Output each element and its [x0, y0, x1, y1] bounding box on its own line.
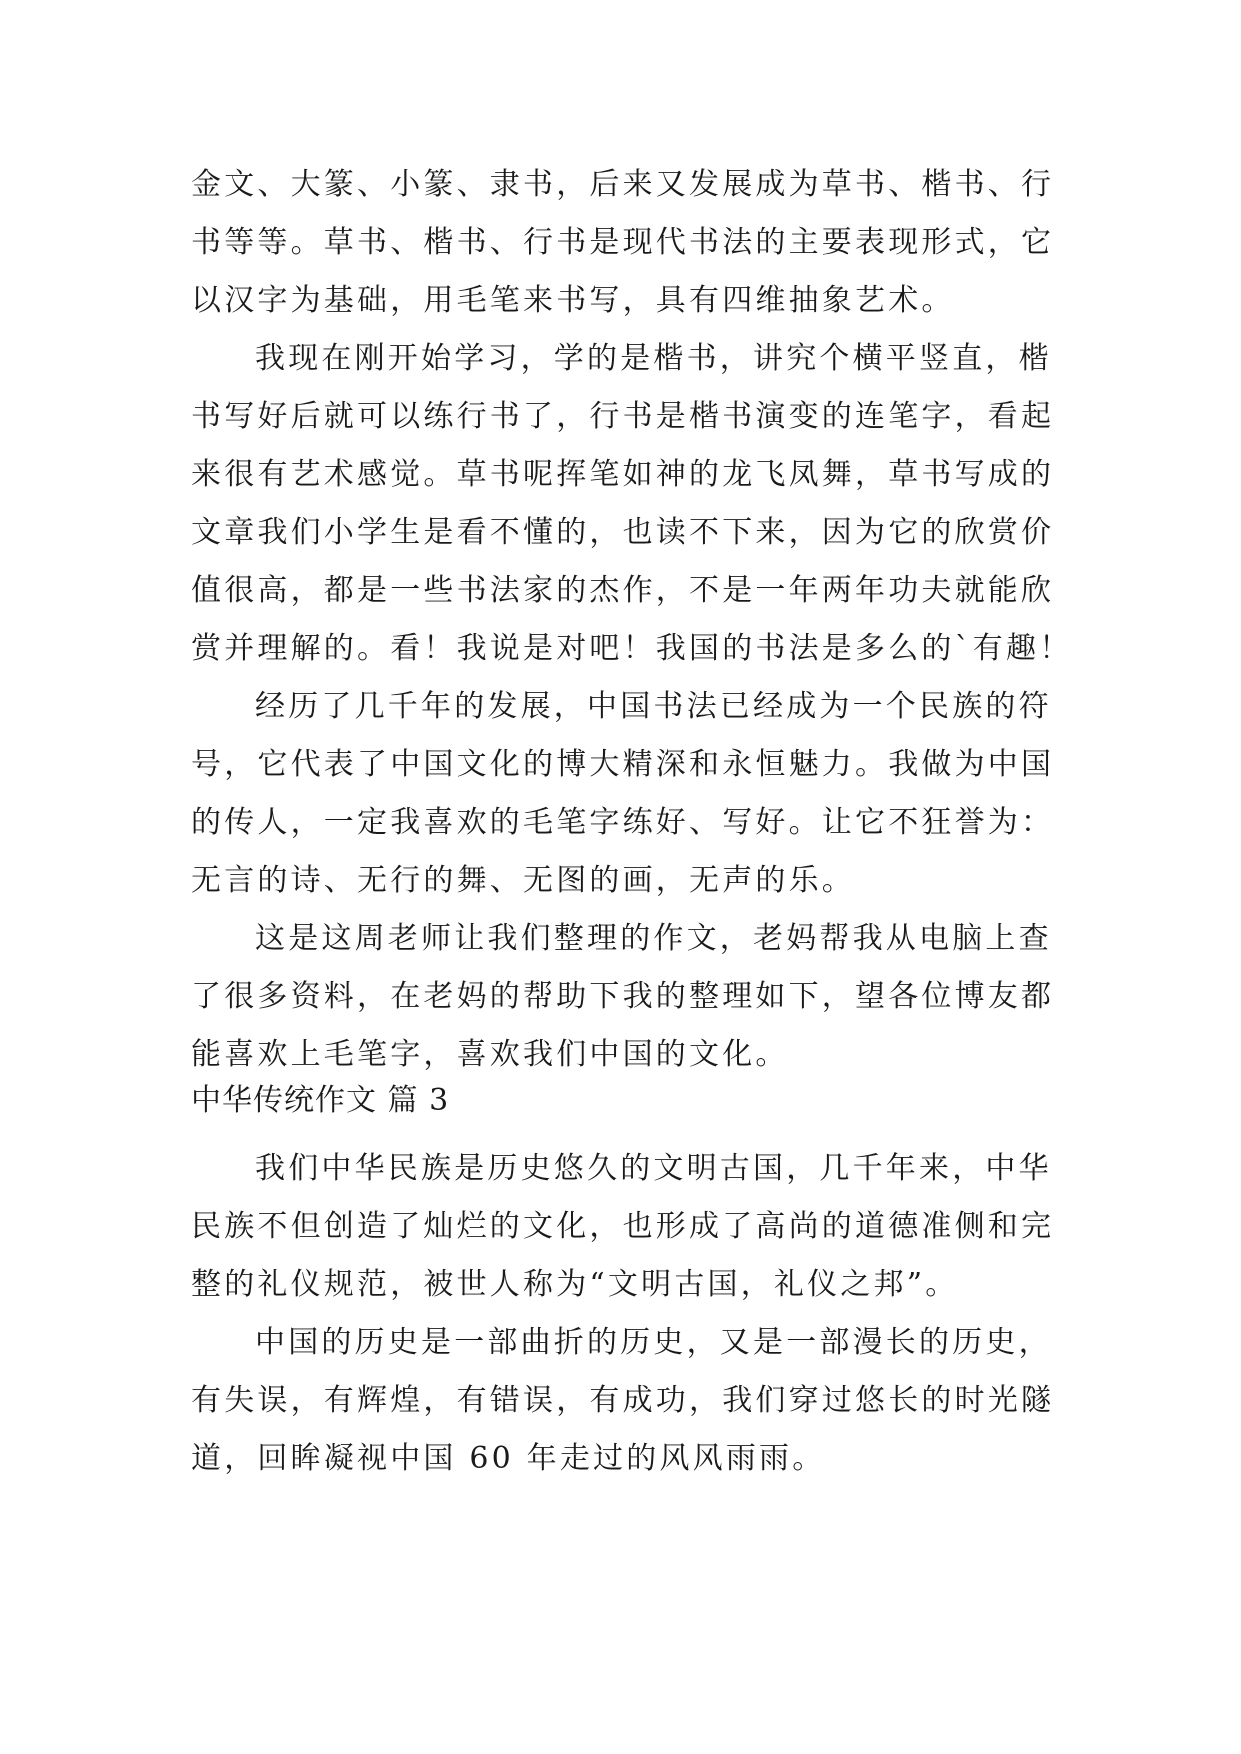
paragraph-start-line: 我们中华民族是历史悠久的文明古国，几千年来，中华 — [255, 1151, 1052, 1186]
text-line: 道，回眸凝视中国 60 年走过的风风雨雨。 — [191, 1441, 826, 1476]
text-line: 了很多资料，在老妈的帮助下我的整理如下，望各位博友都 — [191, 979, 1055, 1014]
essay-continuation — [191, 156, 1071, 1084]
text-line: 值很高，都是一些书法家的杰作，不是一年两年功夫就能欣 — [191, 573, 1055, 608]
text-line: 有失误，有辉煌，有错误，有成功，我们穿过悠长的时光隧 — [191, 1383, 1055, 1418]
text-line: 书等等。草书、楷书、行书是现代书法的主要表现形式，它 — [191, 225, 1055, 260]
text-line: 民族不但创造了灿烂的文化，也形成了高尚的道德准侧和完 — [191, 1209, 1055, 1244]
text-line: 能喜欢上毛笔字，喜欢我们中国的文化。 — [191, 1037, 789, 1072]
text-line: 文章我们小学生是看不懂的，也读不下来，因为它的欣赏价 — [191, 515, 1055, 550]
text-line: 来很有艺术感觉。草书呢挥笔如神的龙飞凤舞，草书写成的 — [191, 457, 1055, 492]
paragraph-start-line: 经历了几千年的发展，中国书法已经成为一个民族的符 — [255, 689, 1052, 724]
text-line: 无言的诗、无行的舞、无图的画，无声的乐。 — [191, 863, 855, 898]
paragraph-start-line: 我现在刚开始学习，学的是楷书，讲究个横平竖直，楷 — [255, 341, 1052, 376]
text-line: 号，它代表了中国文化的博大精深和永恒魅力。我做为中国 — [191, 747, 1055, 782]
text-line: 整的礼仪规范，被世人称为“文明古国，礼仪之邦”。 — [191, 1267, 959, 1302]
text-line: 金文、大篆、小篆、隶书，后来又发展成为草书、楷书、行 — [191, 167, 1055, 202]
text-line: 的传人，一定我喜欢的毛笔字练好、写好。让它不狂誉为： — [191, 805, 1055, 840]
text-line: 以汉字为基础，用毛笔来书写，具有四维抽象艺术。 — [191, 283, 955, 318]
essay-section-3 — [191, 1140, 1071, 1488]
paragraph-start-line: 中国的历史是一部曲折的历史，又是一部漫长的历史， — [255, 1325, 1052, 1360]
text-line: 赏并理解的。看！我说是对吧！我国的书法是多么的`有趣！ — [191, 631, 1073, 666]
paragraph-start-line: 这是这周老师让我们整理的作文，老妈帮我从电脑上查 — [255, 921, 1052, 956]
section-heading: 中华传统作文 篇 3 — [191, 1083, 450, 1118]
text-line: 书写好后就可以练行书了，行书是楷书演变的连笔字，看起 — [191, 399, 1055, 434]
